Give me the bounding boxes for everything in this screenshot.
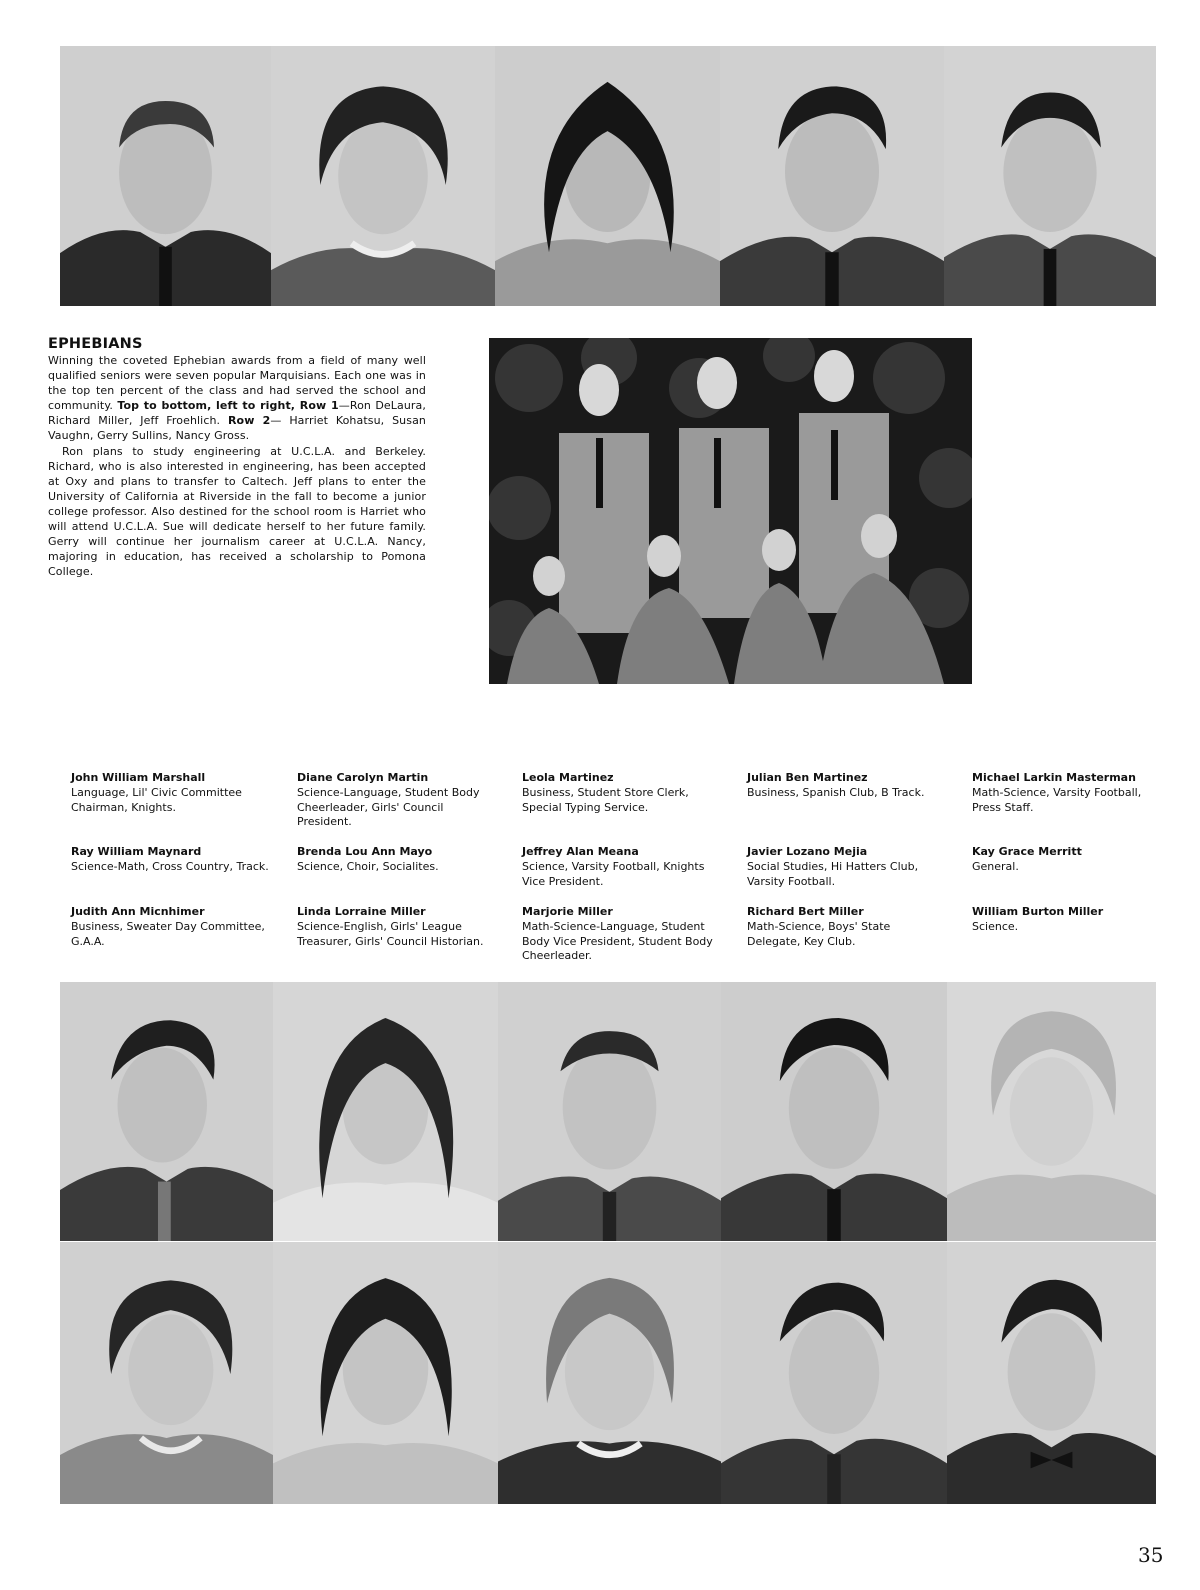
senior-activities: Science-Math, Cross Country, Track. [71, 859, 269, 873]
portrait-photo [720, 46, 944, 306]
senior-entry [972, 845, 1172, 875]
senior-entry [522, 905, 722, 964]
senior-name: Marjorie Miller [522, 905, 613, 918]
portrait-photo [495, 46, 720, 306]
senior-entry [297, 905, 497, 949]
page-number: 35 [1138, 1543, 1164, 1567]
portrait-photo [947, 1242, 1156, 1504]
portrait-photo [498, 982, 721, 1241]
senior-activities: Business, Sweater Day Committee, G.A.A. [71, 919, 265, 948]
senior-activities: Business, Student Store Clerk, Special Typing Service. [522, 785, 689, 814]
portrait-photo [944, 46, 1156, 306]
portrait-photo [721, 1242, 947, 1504]
senior-entry [297, 845, 497, 875]
senior-entry [71, 771, 271, 815]
article-heading: EPHEBIANS [48, 336, 143, 352]
senior-activities: Science-Language, Student Body Cheerleader, Girls' Council President. [297, 785, 480, 829]
senior-entry [71, 845, 271, 875]
portrait-photo [60, 46, 271, 306]
senior-entry [522, 771, 722, 815]
article-paragraph [48, 353, 426, 444]
article-text-bold: Row 2 [227, 414, 271, 428]
senior-name: Ray William Maynard [71, 845, 202, 858]
portrait-photo [271, 46, 495, 306]
senior-name: Linda Lorraine Miller [297, 905, 426, 918]
senior-name: Brenda Lou Ann Mayo [297, 845, 433, 858]
article-paragraph: Ron plans to study engineering at U.C.L.A. and Berkeley. Richard, who is also interested in engineering, has been accepted at Oxy and plans to transfer to Caltech. Jeff plans to enter the University of California at Riverside in the fall to become a junior college professor. Also destined for the school room is Harriet who will attend U.C.L.A. Sue will dedicate herself to her future family. Gerry will continue her journalism career at U.C.L.A. Nancy, majoring in education, has received a scholarship to Pomona College. [48, 444, 426, 579]
senior-name: Kay Grace Merritt [972, 845, 1082, 858]
portrait-photo [273, 982, 498, 1241]
senior-activities: Science. [972, 919, 1019, 933]
senior-activities: General. [972, 859, 1019, 873]
senior-name: Javier Lozano Mejia [747, 845, 868, 858]
senior-activities: Social Studies, Hi Hatters Club, Varsity Football. [747, 859, 919, 888]
senior-name: Michael Larkin Masterman [972, 771, 1136, 784]
senior-name: Diane Carolyn Martin [297, 771, 429, 784]
portrait-photo [60, 982, 273, 1241]
group-photo [489, 338, 972, 684]
senior-activities: Science-English, Girls' League Treasurer, Girls' Council Historian. [297, 919, 484, 948]
senior-entry [972, 905, 1172, 935]
article-text: Winning the coveted Ephebian awards from a field of many well qualified seniors were seven popular Marquisians. Each one was in the top ten percent of the class and had served the school and community. [48, 354, 426, 413]
article-text: — Harriet Kohatsu, Susan Vaughn, Gerry Sullins, Nancy Gross. [48, 414, 426, 443]
article-text-bold: Top to bottom, left to right, Row 1 [117, 399, 339, 413]
senior-entry [747, 845, 947, 889]
senior-entry [297, 771, 497, 830]
senior-activities: Math-Science-Language, Student Body Vice President, Student Body Cheerleader. [522, 919, 713, 963]
senior-entry [972, 771, 1172, 815]
senior-entry [747, 905, 947, 949]
senior-name: Judith Ann Micnhimer [71, 905, 205, 918]
portrait-photo [947, 982, 1156, 1241]
ephebians-article [48, 336, 426, 579]
senior-name: John William Marshall [71, 771, 206, 784]
senior-name: Leola Martinez [522, 771, 614, 784]
senior-activities: Math-Science, Boys' State Delegate, Key Club. [747, 919, 891, 948]
portrait-photo [273, 1242, 498, 1504]
senior-name: William Burton Miller [972, 905, 1104, 918]
article-text: —Ron DeLaura, Richard Miller, Jeff Froehlich. [48, 399, 426, 428]
senior-activities: Language, Lil' Civic Committee Chairman, Knights. [71, 785, 242, 814]
senior-activities: Business, Spanish Club, B Track. [747, 785, 925, 799]
senior-entry [71, 905, 271, 949]
senior-activities: Science, Choir, Socialites. [297, 859, 439, 873]
senior-name: Jeffrey Alan Meana [522, 845, 639, 858]
senior-activities: Math-Science, Varsity Football, Press Staff. [972, 785, 1142, 814]
senior-name: Richard Bert Miller [747, 905, 864, 918]
senior-name: Julian Ben Martinez [747, 771, 868, 784]
portrait-photo [498, 1242, 721, 1504]
portrait-photo [60, 1242, 273, 1504]
portrait-photo [721, 982, 947, 1241]
senior-activities: Science, Varsity Football, Knights Vice President. [522, 859, 705, 888]
senior-entry [747, 771, 947, 801]
senior-entry [522, 845, 722, 889]
